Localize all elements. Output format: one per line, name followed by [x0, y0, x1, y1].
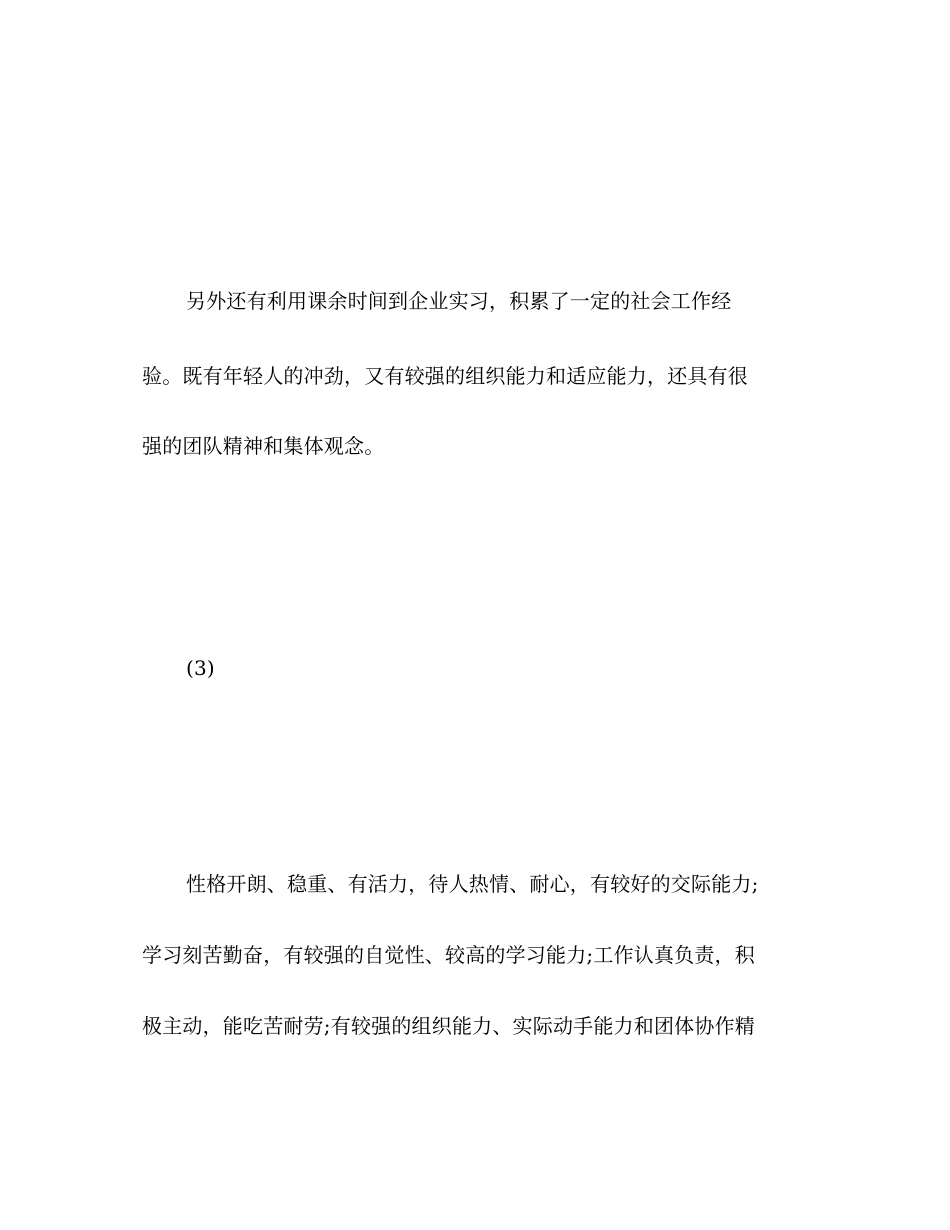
paragraph-1-line-1: 另外还有利用课余时间到企业实习，积累了一定的社会工作经: [186, 289, 732, 313]
section-marker: (3): [186, 656, 215, 680]
paragraph-2-line-1: 性格开朗、稳重、有活力，待人热情、耐心，有较好的交际能力;: [186, 872, 759, 896]
paragraph-2-line-3: 极主动，能吃苦耐劳;有较强的组织能力、实际动手能力和团体协作精: [142, 1014, 755, 1038]
paragraph-1-line-3: 强的团队精神和集体观念。: [142, 434, 385, 458]
paragraph-2-line-2: 学习刻苦勤奋，有较强的自觉性、较高的学习能力;工作认真负责，积: [142, 943, 755, 967]
paragraph-1-line-2: 验。既有年轻人的冲劲，又有较强的组织能力和适应能力，还具有很: [142, 364, 748, 388]
